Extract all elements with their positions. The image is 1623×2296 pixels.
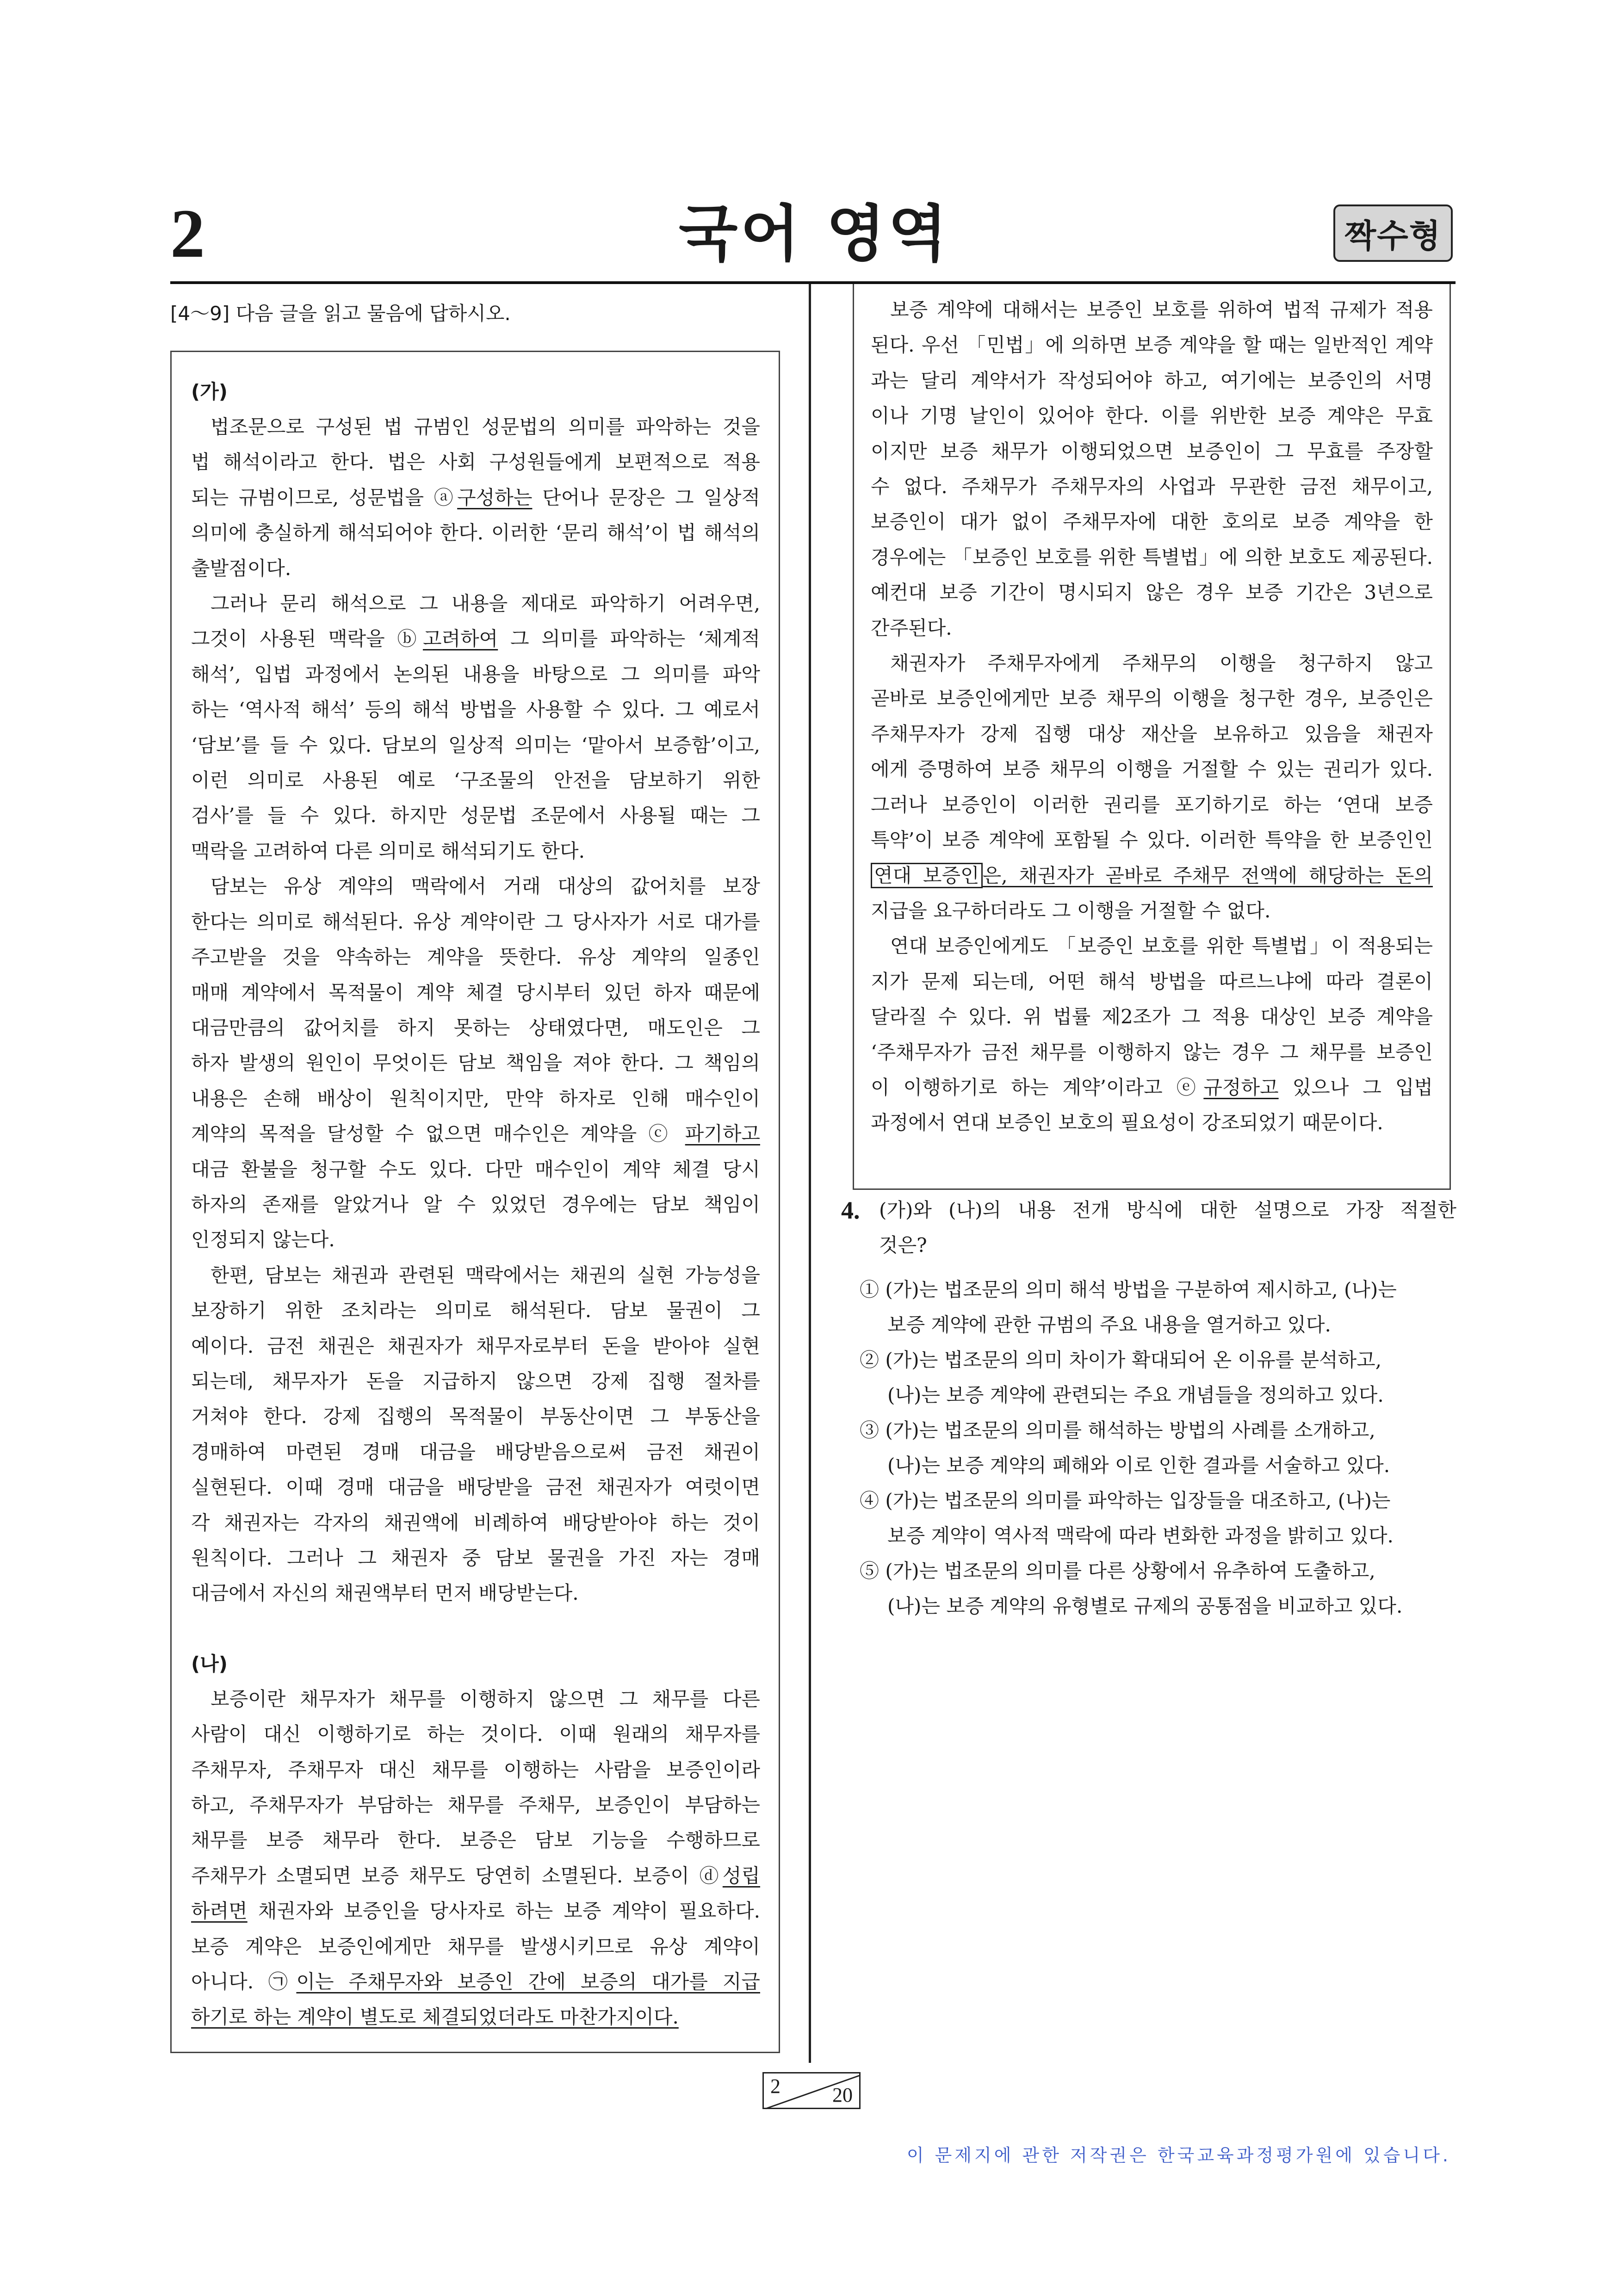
text-segment: 한편, 담보는 채권과 관련된 맥락에서는 채권의 실현 가능성을 — [191, 1263, 760, 1287]
text-segment: 거쳐야 한다. 강제 집행의 목적물이 부동산이면 그 부동산을 — [191, 1405, 760, 1428]
text-line — [191, 869, 760, 904]
text-segment: 주채무가 소멸되면 보증 채무도 당연히 소멸된다. 보증이 ⓓ — [191, 1864, 723, 1887]
text-segment: 주고받을 것을 약속하는 계약을 뜻한다. 유상 계약의 일종인 — [191, 946, 760, 969]
passage-na-body — [191, 1682, 760, 2035]
text-segment: 실현된다. 이때 경매 대금을 배당받을 금전 채권자가 여럿이면 — [191, 1476, 760, 1499]
text-segment: 채무를 보증 채무라 한다. 보증은 담보 기능을 수행하므로 — [191, 1829, 760, 1852]
text-segment: 간주된다. — [871, 616, 952, 639]
underlined-text: 성립 — [722, 1864, 760, 1887]
text-line — [871, 469, 1433, 504]
text-line — [191, 728, 760, 763]
text-segment: 이지만 보증 채무가 이행되었으면 보증인이 그 무효를 주장할 — [871, 439, 1433, 463]
text-segment: 인정되지 않는다. — [191, 1228, 335, 1251]
text-segment: 담보는 유상 계약의 맥락에서 거래 대상의 값어치를 보장 — [191, 875, 760, 898]
text-line — [191, 798, 760, 833]
text-line — [191, 1858, 760, 1894]
text-segment: 각 채권자는 각자의 채권액에 비례하여 배당받아야 하는 것이 — [191, 1511, 760, 1534]
text-segment: 사람이 대신 이행하기로 하는 것이다. 이때 원래의 채무자를 — [191, 1723, 760, 1746]
text-line — [191, 1576, 760, 1611]
text-line — [191, 551, 760, 586]
answer-option-1-continued: 보증 계약에 관한 규범의 주요 내용을 열거하고 있다. — [887, 1313, 1331, 1336]
text-segment: 보증 계약에 대해서는 보증인 보호를 위하여 법적 규제가 적용 — [871, 298, 1433, 321]
text-line — [871, 434, 1433, 469]
text-line — [871, 363, 1433, 398]
text-segment: 매매 계약에서 목적물이 계약 체결 당시부터 있던 하자 때문에 — [191, 981, 760, 1004]
text-segment: 경매하여 마련된 경매 대금을 배당받음으로써 금전 채권이 — [191, 1440, 760, 1463]
text-line — [191, 834, 760, 869]
text-line — [191, 1152, 760, 1187]
text-line — [191, 1258, 760, 1293]
text-segment: 보증이란 채무자가 채무를 이행하지 않으면 그 채무를 다른 — [191, 1687, 760, 1710]
text-segment: 원칙이다. 그러나 그 채권자 중 담보 물권을 가진 자는 경매 — [191, 1547, 760, 1569]
boxed-term: 연대 보증인 — [871, 863, 983, 888]
text-line — [191, 1081, 760, 1116]
text-line — [191, 1505, 760, 1541]
text-segment: 채권자와 보증인을 당사자로 하는 보증 계약이 필요하다. — [247, 1900, 760, 1923]
text-line — [191, 1541, 760, 1576]
text-line — [871, 717, 1433, 752]
text-segment: 되는 규범이므로, 성문법을 ⓐ — [191, 486, 458, 509]
question-stem-line: (가)와 (나)의 내용 전개 방식에 대한 설명으로 가장 적절한 — [879, 1199, 1456, 1221]
text-line — [871, 1035, 1433, 1070]
answer-option-4-continued: 보증 계약이 역사적 맥락에 따라 변화한 과정을 밝히고 있다. — [887, 1524, 1394, 1547]
text-segment: 한다는 의미로 해석된다. 유상 계약이란 그 당사자가 서로 대가를 — [191, 910, 760, 933]
underlined-text: 고려하여 — [422, 627, 498, 650]
page-total: 20 — [832, 2084, 853, 2106]
text-segment: 법조문으로 구성된 법 규범인 성문법의 의미를 파악하는 것을 — [191, 415, 760, 438]
text-line — [191, 692, 760, 727]
underlined-text: 파기하고 — [685, 1122, 760, 1145]
text-segment: 법 해석이라고 한다. 법은 사회 구성원들에게 보편적으로 적용 — [191, 451, 760, 474]
text-line — [191, 1682, 760, 1717]
text-line — [871, 964, 1433, 999]
section-gap — [191, 1611, 760, 1646]
text-line — [191, 409, 760, 445]
text-segment: 특약’이 보증 계약에 포함될 수 있다. 이러한 특약을 한 보증인인 — [871, 829, 1433, 852]
text-segment: 대금에서 자신의 채권액부터 먼저 배당받는다. — [191, 1582, 579, 1605]
text-line — [871, 1070, 1433, 1105]
page-current: 2 — [770, 2075, 781, 2098]
text-line — [191, 940, 760, 975]
text-segment: 채권자가 주채무자에게 주채무의 이행을 청구하지 않고 — [871, 652, 1433, 675]
text-segment: 있으나 그 입법 — [1278, 1076, 1433, 1099]
question-number: 4. — [841, 1196, 860, 1224]
text-segment: ‘주채무자가 금전 채무를 이행하지 않는 경우 그 채무를 보증인 — [871, 1040, 1433, 1064]
text-segment: 출발점이다. — [191, 557, 291, 580]
text-segment: 곧바로 보증인에게만 보증 채무의 이행을 청구한 경우, 보증인은 — [871, 687, 1433, 710]
text-line — [191, 480, 760, 515]
text-line — [191, 1788, 760, 1823]
text-segment: 이런 의미로 사용된 예로 ‘구조물의 안전을 담보하기 위한 — [191, 769, 760, 792]
text-line — [191, 1894, 760, 1929]
text-line — [871, 398, 1433, 433]
passage-na-label: (나) — [191, 1652, 228, 1675]
text-line — [191, 1999, 760, 2035]
text-line — [191, 1329, 760, 1364]
text-line — [191, 1010, 760, 1046]
text-segment: 하는 ‘역사적 해석’ 등의 해석 방법을 사용할 수 있다. 그 예로서 — [191, 698, 760, 721]
text-line — [871, 611, 1433, 646]
passage-ga-body — [191, 409, 760, 1611]
form-type-badge: 짝수형 — [1333, 204, 1453, 262]
text-line — [191, 1435, 760, 1470]
text-segment: 되는데, 채무자가 돈을 지급하지 않으면 강제 집행 절차를 — [191, 1369, 760, 1392]
text-segment: 지급을 요구하더라도 그 이행을 거절할 수 없다. — [871, 899, 1271, 922]
text-line — [191, 621, 760, 656]
text-segment: 검사’를 들 수 있다. 하지만 성문법 조문에서 사용될 때는 그 — [191, 804, 760, 827]
text-segment: 그 의미를 파악하는 ‘체계적 — [498, 627, 760, 650]
underlined-text: 하기로 하는 계약이 별도로 체결되었더라도 마찬가지이다. — [191, 2005, 679, 2029]
text-line — [191, 515, 760, 551]
passage-na-continued — [871, 292, 1433, 1141]
text-segment: 된다. 우선 「민법」에 의하면 보증 계약을 할 때는 일반적인 계약 — [871, 334, 1433, 357]
text-line — [191, 763, 760, 798]
text-segment: 그러나 문리 해석으로 그 내용을 제대로 파악하기 어려우면, — [191, 592, 760, 615]
passage-box-left — [170, 351, 780, 2053]
text-segment: 지가 문제 되는데, 어떤 해석 방법을 따르느냐에 따라 결론이 — [871, 970, 1433, 993]
text-segment: 경우에는 「보증인 보호를 위한 특별법」에 의한 보호도 제공된다. — [871, 545, 1433, 569]
answer-option-4[interactable]: ④ (가)는 법조문의 의미를 파악하는 입장들을 대조하고, (나)는 — [860, 1489, 1391, 1512]
answer-option-3[interactable]: ③ (가)는 법조문의 의미를 해석하는 방법의 사례를 소개하고, — [860, 1419, 1375, 1442]
underlined-text: 이는 주채무자와 보증인 간에 보증의 대가를 지급 — [296, 1970, 760, 1993]
text-line — [871, 504, 1433, 539]
text-line — [191, 904, 760, 940]
column-divider — [809, 284, 811, 2063]
text-segment: ‘담보’를 들 수 있다. 담보의 일상적 의미는 ‘맡아서 보증함’이고, — [191, 733, 760, 756]
text-line — [191, 445, 760, 480]
text-line — [871, 752, 1433, 787]
text-line — [191, 1187, 760, 1222]
text-line — [191, 657, 760, 692]
answer-option-1[interactable]: ① (가)는 법조문의 의미 해석 방법을 구분하여 제시하고, (나)는 — [860, 1278, 1397, 1301]
text-line — [871, 858, 1433, 893]
text-line — [871, 1105, 1433, 1140]
underlined-text: 구성하는 — [457, 486, 533, 509]
underlined-text: 하려면 — [191, 1900, 248, 1923]
text-line — [871, 681, 1433, 716]
text-line — [871, 893, 1433, 928]
text-segment: 맥락을 고려하여 다른 의미로 해석되기도 한다. — [191, 839, 585, 862]
underlined-text: 규정하고 — [1203, 1076, 1279, 1099]
passage-ga-label: (가) — [191, 380, 228, 403]
page-number: 2 — [170, 195, 205, 272]
text-segment: 대금 환불을 청구할 수도 있다. 다만 매수인이 계약 체결 당시 — [191, 1157, 760, 1181]
text-line — [191, 586, 760, 621]
text-segment: 하고, 주채무자가 부담하는 채무를 주채무, 보증인이 부담하는 — [191, 1794, 760, 1817]
text-segment: 보증인이 대가 없이 주채무자에 대한 호의로 보증 계약을 한 — [871, 510, 1433, 533]
question-stem-line: 것은? — [879, 1234, 927, 1256]
text-line — [871, 292, 1433, 328]
text-line — [191, 1116, 760, 1151]
text-line — [871, 999, 1433, 1034]
text-line — [191, 1929, 760, 1964]
text-line — [191, 1046, 760, 1081]
text-segment: 계약의 목적을 달성할 수 없으면 매수인은 계약을 ⓒ — [191, 1122, 685, 1145]
text-line — [191, 1823, 760, 1858]
question-instruction: [4～9] 다음 글을 읽고 물음에 답하시오. — [170, 302, 511, 325]
text-line — [191, 1222, 760, 1257]
answer-option-3-continued: (나)는 보증 계약의 폐해와 이로 인한 결과를 서술하고 있다. — [887, 1454, 1390, 1477]
text-line — [191, 1964, 760, 1999]
question-4 — [841, 1193, 1456, 1624]
page-indicator — [762, 2072, 861, 2109]
text-line — [191, 1752, 760, 1788]
text-segment: 하자의 존재를 알았거나 알 수 있었던 경우에는 담보 책임이 — [191, 1193, 760, 1216]
text-segment: 하자 발생의 원인이 무엇이든 담보 책임을 져야 한다. 그 책임의 — [191, 1052, 760, 1075]
copyright-notice: 이 문제지에 관한 저작권은 한국교육과정평가원에 있습니다. — [906, 2145, 1451, 2166]
text-segment: 아니다. ㉠ — [191, 1970, 297, 1993]
text-segment: 이나 기명 날인이 있어야 한다. 이를 위반한 보증 계약은 무효 — [871, 404, 1433, 427]
text-segment: 단어나 문장은 그 일상적 — [532, 486, 760, 509]
text-line — [191, 1293, 760, 1328]
answer-option-5[interactable]: ⑤ (가)는 법조문의 의미를 다른 상황에서 유추하여 도출하고, — [860, 1560, 1375, 1582]
text-segment: 이 이행하기로 하는 계약’이라고 ⓔ — [871, 1076, 1204, 1099]
text-segment: 수 없다. 주채무가 주채무자의 사업과 무관한 금전 채무이고, — [871, 475, 1433, 498]
text-line — [871, 540, 1433, 575]
question-stem — [841, 1193, 1456, 1263]
text-line — [871, 646, 1433, 681]
answer-option-2[interactable]: ② (가)는 법조문의 의미 차이가 확대되어 온 이유를 분석하고, — [860, 1349, 1382, 1371]
text-segment: 주채무자가 강제 집행 대상 재산을 보유하고 있음을 채권자 — [871, 722, 1433, 745]
passage-box-right — [853, 284, 1451, 1190]
answer-option-5-continued: (나)는 보증 계약의 유형별로 규제의 공통점을 비교하고 있다. — [887, 1595, 1403, 1617]
text-line — [871, 928, 1433, 964]
text-segment: 예이다. 금전 채권은 채권자가 채무자로부터 돈을 받아야 실현 — [191, 1334, 760, 1357]
text-segment: 의미에 충실하게 해석되어야 한다. 이러한 ‘문리 해석’이 법 해석의 — [191, 521, 760, 545]
text-segment: 해석’, 입법 과정에서 논의된 내용을 바탕으로 그 의미를 파악 — [191, 662, 760, 686]
text-segment: 달라질 수 있다. 위 법률 제2조가 그 적용 대상인 보증 계약을 — [871, 1005, 1433, 1028]
text-line — [871, 575, 1433, 610]
subject-title: 국어 영역 — [678, 198, 950, 270]
text-segment: 예컨대 보증 기간이 명시되지 않은 경우 보증 기간은 3년으로 — [871, 581, 1433, 604]
text-segment: 보장하기 위한 조치라는 의미로 해석된다. 담보 물권이 그 — [191, 1299, 760, 1322]
text-segment: 주채무자, 주채무자 대신 채무를 이행하는 사람을 보증인이라 — [191, 1758, 760, 1781]
underlined-text: 은, 채권자가 곧바로 주채무 전액에 해당하는 돈의 — [982, 864, 1433, 887]
answer-option-2-continued: (나)는 보증 계약에 관련되는 주요 개념들을 정의하고 있다. — [887, 1384, 1384, 1406]
text-segment: 그러나 보증인이 이러한 권리를 포기하기로 하는 ‘연대 보증 — [871, 793, 1433, 816]
text-line — [191, 1399, 760, 1434]
text-segment: 내용은 손해 배상이 원칙이지만, 만약 하자로 인해 매수인이 — [191, 1087, 760, 1110]
text-line — [871, 328, 1433, 363]
text-line — [191, 1364, 760, 1399]
text-segment: 에게 증명하여 보증 채무의 이행을 거절할 수 있는 권리가 있다. — [871, 758, 1433, 781]
text-segment: 대금만큼의 값어치를 하지 못하는 상태였다면, 매도인은 그 — [191, 1016, 760, 1039]
text-line — [871, 787, 1433, 823]
text-segment: 과정에서 연대 보증인 보호의 필요성이 강조되었기 때문이다. — [871, 1111, 1383, 1134]
text-line — [871, 823, 1433, 858]
text-segment: 연대 보증인에게도 「보증인 보호를 위한 특별법」이 적용되는 — [871, 934, 1433, 958]
text-line — [191, 1717, 760, 1752]
answer-options — [841, 1272, 1456, 1624]
text-line — [191, 975, 760, 1010]
text-line — [191, 1470, 760, 1505]
text-segment: 보증 계약은 보증인에게만 채무를 발생시키므로 유상 계약이 — [191, 1935, 760, 1958]
text-segment: 과는 달리 계약서가 작성되어야 하고, 여기에는 보증인의 서명 — [871, 369, 1433, 392]
text-segment: 그것이 사용된 맥락을 ⓑ — [191, 627, 423, 650]
